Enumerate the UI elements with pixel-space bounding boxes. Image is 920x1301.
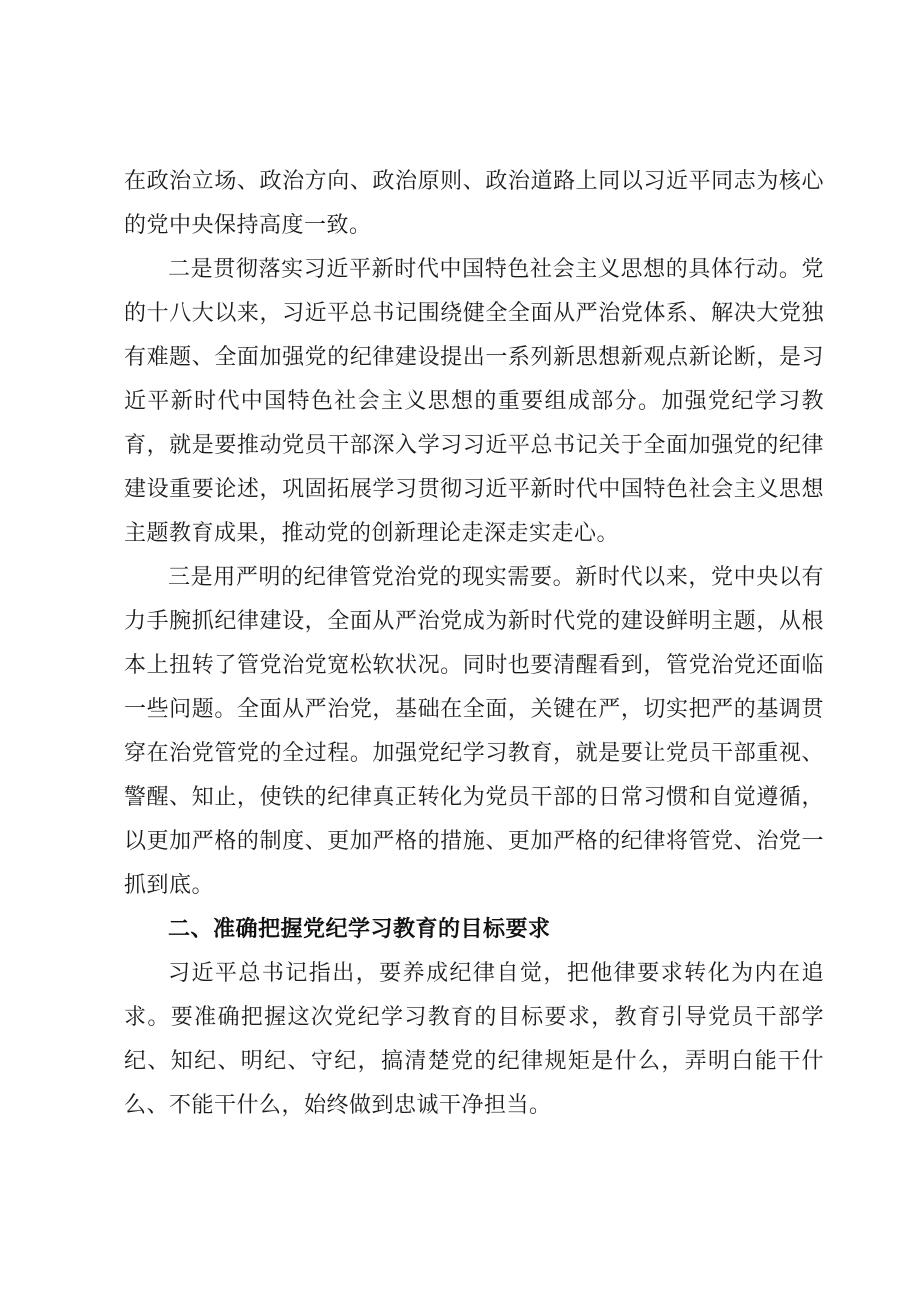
paragraph-point-two: 二是贯彻落实习近平新时代中国特色社会主义思想的具体行动。党的十八大以来，习近平总书记围绕健全全面从严治党体系、解决大党独有难题、全面加强党的纪律建设提出一系列新思想新观点新论断，是习近平新时代中国特色社会主义思想的重要组成部分。加强党纪学习教育，就是要推动党员干部深入学习习近平总书记关于全面加强党的纪律建设重要论述，巩固拓展学习贯彻习近平新时代中国特色社会主义思想主题教育成果，推动党的创新理论走深走实走心。 bbox=[124, 257, 824, 546]
paragraph-point-three: 三是用严明的纪律管党治党的现实需要。新时代以来，党中央以有力手腕抓纪律建设，全面从严治党成为新时代党的建设鲜明主题，从根本上扭转了管党治党宽松软状况。同时也要清醒看到，管党治党还面临一些问题。全面从严治党，基础在全面，关键在严，切实把严的基调贯穿在治党管党的全过程。加强党纪学习教育，就是要让党员干部重视、警醒、知止，使铁的纪律真正转化为党员干部的日常习惯和自觉遵循，以更加严格的制度、更加严格的措施、更加严格的纪律将管党、治党一抓到底。 bbox=[124, 565, 824, 898]
paragraph-continuation: 在政治立场、政治方向、政治原则、政治道路上同以习近平同志为核心的党中央保持高度一致。 bbox=[124, 169, 824, 238]
section-heading: 二、准确把握党纪学习教育的目标要求 bbox=[168, 917, 551, 942]
paragraph-section-two: 习近平总书记指出，要养成纪律自觉，把他律要求转化为内在追求。要准确把握这次党纪学习教育的目标要求，教育引导党员干部学纪、知纪、明纪、守纪，搞清楚党的纪律规矩是什么，弄明白能干什么、不能干什么，始终做到忠诚干净担当。 bbox=[124, 961, 824, 1118]
document-body bbox=[124, 160, 824, 1128]
